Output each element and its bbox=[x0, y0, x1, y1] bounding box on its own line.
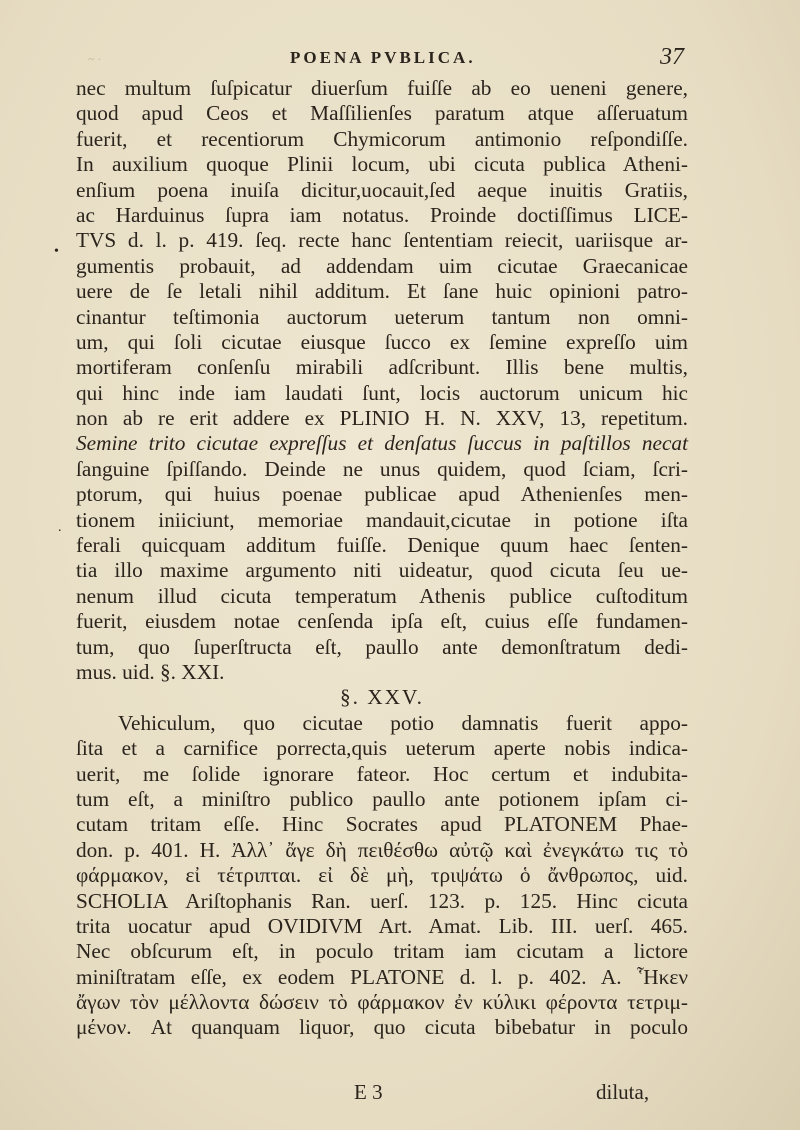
catchword: diluta, bbox=[596, 1080, 650, 1104]
text-line: mus. uid. §. XXI. bbox=[76, 659, 225, 684]
text-line: tum, quo ſuperſtructa eſt, paullo ante demonſtratum dedi- bbox=[76, 634, 688, 659]
text-line: tum eſt, a miniſtro publico paullo ante potionem ipſam ci- bbox=[76, 786, 688, 811]
text-line: tionem iniiciunt, memoriae mandauit,cicutae in potione iſta bbox=[76, 507, 688, 532]
text-line: In auxilium quoque Plinii locum, ubi cicuta publica Atheni- bbox=[76, 152, 688, 177]
text-line: ptorum, qui huius poenae publicae apud Athenienſes men- bbox=[76, 482, 688, 507]
text-line-greek: don. p. 401. H. Ἀλλ᾽ ἄγε δὴ πειθέσθω αὐτῷ καὶ ἐνεγκάτω τις τὸ bbox=[76, 837, 688, 862]
bleed-through-mark: ~ · bbox=[88, 52, 102, 66]
page-number: 37 bbox=[660, 44, 684, 70]
text-line: TVS d. l. p. 419. ſeq. recte hanc ſententiam reiecit, uariisque ar- bbox=[76, 228, 688, 253]
text-line: non ab re erit addere ex PLINIO H. N. XXV, 13, repetitum. bbox=[76, 406, 688, 431]
text-line: um, qui ſoli cicutae eiusque ſucco ex ſemine expreſſo uim bbox=[76, 329, 688, 354]
text-line: fuerit, eiusdem notae cenſenda ipſa eſt, cuius eſſe fundamen- bbox=[76, 609, 688, 634]
text-line: ſita et a carnifice porrecta,quis ueterum aperte nobis indica- bbox=[76, 736, 688, 761]
text-line-italic-quote: Semine trito cicutae expreſſus et denſatus ſuccus in paſtillos necat bbox=[76, 431, 688, 456]
text-line: tia illo maxime argumento niti uideatur, quod cicuta ſeu ue- bbox=[76, 558, 688, 583]
text-line: uerit, me ſolide ignorare fateor. Hoc certum et indubita- bbox=[76, 761, 688, 786]
text-line: ſanguine ſpiſſando. Deinde ne unus quidem, quod ſciam, ſcri- bbox=[76, 456, 688, 481]
page-header bbox=[0, 44, 800, 74]
text-line: ac Harduinus ſupra iam notatus. Proinde doctiſſimus LICE- bbox=[76, 202, 688, 227]
text-line: cinantur teſtimonia auctorum ueterum tantum non omni- bbox=[76, 304, 688, 329]
text-line: fuerit, et recentiorum Chymicorum antimonio reſpondiſſe. bbox=[76, 126, 688, 151]
text-line-greek: ἄγων τὸν μέλλοντα δώσειν τὸ φάρμακον ἐν κύλικι φέροντα τετριμ- bbox=[76, 990, 688, 1015]
running-head: POENA PVBLICA. bbox=[290, 48, 476, 67]
margin-mark: . bbox=[58, 520, 62, 535]
margin-mark: • bbox=[54, 244, 59, 259]
text-line: ferali quicquam additum fuiſſe. Denique quum haec ſenten- bbox=[76, 533, 688, 558]
text-line: enſium poena inuiſa dicitur,uocauit,ſed aeque inuitis Gratiis, bbox=[76, 177, 688, 202]
text-line: uere de ſe letali nihil additum. Et ſane huic opinioni patro- bbox=[76, 279, 688, 304]
text-line: Vehiculum, quo cicutae potio damnatis fuerit appo- bbox=[118, 710, 688, 735]
page-footer bbox=[0, 1080, 800, 1110]
text-line: Nec obſcurum eſt, in poculo tritam iam cicutam a lictore bbox=[76, 939, 688, 964]
text-line: qui hinc inde iam laudati ſunt, locis auctorum unicum hic bbox=[76, 380, 688, 405]
text-line-greek: φάρμακον, εἰ τέτριπται. εἰ δὲ μὴ, τριψάτω ὁ ἄνθρωπος, uid. bbox=[76, 863, 688, 888]
text-line: mortiferam conſenſu mirabili adſcribunt. Illis bene multis, bbox=[76, 355, 688, 380]
text-line: nec multum ſuſpicatur diuerſum fuiſſe ab eo ueneni genere, bbox=[76, 76, 688, 100]
text-line: μένον. At quanquam liquor, quo cicuta bibebatur in poculo bbox=[76, 1015, 688, 1040]
text-line: trita uocatur apud OVIDIVM Art. Amat. Lib. III. uerſ. 465. bbox=[76, 913, 688, 938]
text-line: gumentis probauit, ad addendam uim cicutae Graecanicae bbox=[76, 253, 688, 278]
text-line: nenum illud cicuta temperatum Athenis publice cuſtoditum bbox=[76, 583, 688, 608]
text-line: cutam tritam eſſe. Hinc Socrates apud PLATONEM Phae- bbox=[76, 812, 688, 837]
text-line: SCHOLIA Ariſtophanis Ran. uerſ. 123. p. 125. Hinc cicuta bbox=[76, 888, 688, 913]
text-line: miniſtratam eſſe, ex eodem PLATONE d. l. p. 402. A. Ἧκεν bbox=[76, 964, 688, 989]
text-line: quod apud Ceos et Maſſilienſes paratum atque aſſeruatum bbox=[76, 101, 688, 126]
body-text bbox=[76, 76, 688, 1041]
section-heading: §. XXV. bbox=[339, 685, 424, 710]
signature-mark: E 3 bbox=[354, 1080, 383, 1104]
